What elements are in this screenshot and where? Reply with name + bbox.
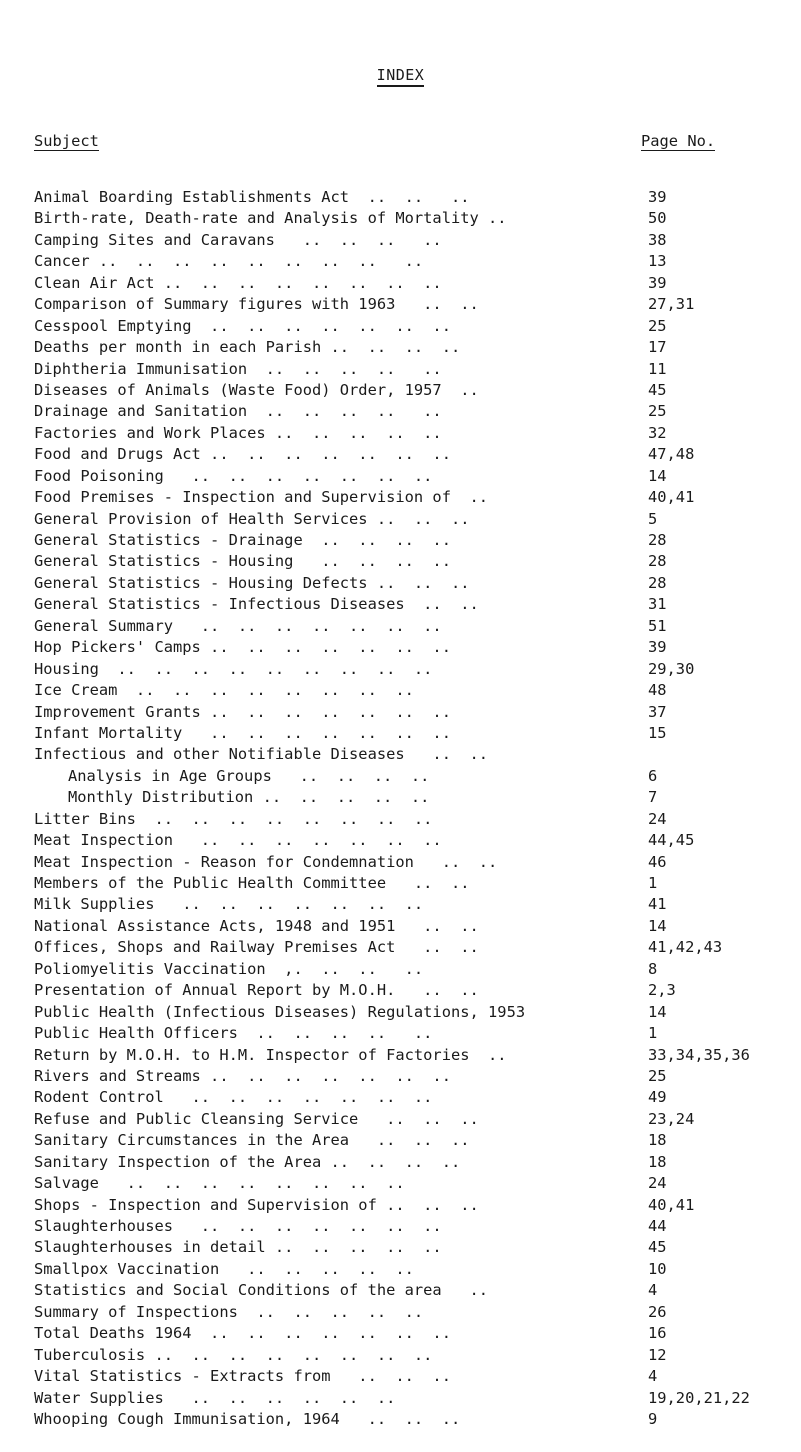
index-entry: [0, 423, 801, 444]
entry-page-number: 24: [648, 809, 667, 828]
index-entry: [0, 401, 801, 422]
entry-page-number: 31: [648, 595, 667, 614]
entry-page-number: 2,3: [648, 981, 676, 1000]
entry-subject: General Summary .. .. .. .. .. .. ..: [34, 616, 442, 635]
entry-subject: Rivers and Streams .. .. .. .. .. .. ..: [34, 1066, 451, 1085]
index-entry: [0, 487, 801, 508]
index-entry: [0, 208, 801, 229]
entry-page-number: 40,41: [648, 488, 695, 507]
index-entry: [0, 337, 801, 358]
entry-subject: Comparison of Summary figures with 1963 .. ..: [34, 295, 479, 314]
entry-page-number: 7: [648, 788, 658, 807]
entry-page-number: 41,42,43: [648, 938, 723, 957]
entry-subject: Water Supplies .. .. .. .. .. ..: [34, 1388, 396, 1407]
entry-page-number: 50: [648, 209, 667, 228]
index-entry: [0, 466, 801, 487]
entry-subject: Ice Cream .. .. .. .. .. .. .. ..: [34, 681, 414, 700]
entry-page-number: 1: [648, 874, 658, 892]
index-entry: [0, 916, 801, 937]
entry-subject: Offices, Shops and Railway Premises Act .. ..: [34, 938, 479, 957]
index-entry: [0, 980, 801, 1001]
entry-subject: Slaughterhouses .. .. .. .. .. .. ..: [34, 1217, 442, 1235]
entry-page-number: 13: [648, 252, 667, 271]
index-entry: [0, 1066, 801, 1087]
entry-page-number: 28: [648, 531, 667, 549]
entry-subject: Drainage and Sanitation .. .. .. .. ..: [34, 402, 442, 421]
entry-subject: Members of the Public Health Committee .. ..: [34, 874, 470, 892]
entry-page-number: 39: [648, 273, 667, 292]
entry-page-number: 28: [648, 573, 667, 592]
index-entry: [0, 937, 801, 958]
index-entry: [0, 787, 801, 808]
index-entry: [0, 1409, 801, 1430]
entry-subject: Litter Bins .. .. .. .. .. .. .. ..: [34, 809, 433, 828]
entry-page-number: 33,34,35,36: [648, 1045, 750, 1064]
entry-subject: Monthly Distribution .. .. .. .. ..: [68, 788, 430, 807]
index-entry: [0, 1323, 801, 1344]
entry-subject: Animal Boarding Establishments Act .. .. ..: [34, 188, 470, 206]
entry-page-number: 41: [648, 895, 667, 914]
entry-subject: Infectious and other Notifiable Diseases .. ..: [34, 745, 489, 764]
entry-subject: General Statistics - Housing Defects .. .. ..: [34, 573, 470, 592]
entry-subject: General Statistics - Drainage .. .. .. ..: [34, 531, 451, 549]
index-entry: [0, 187, 801, 208]
index-entry: [0, 294, 801, 315]
index-entry: [0, 509, 801, 530]
index-entry: [0, 616, 801, 637]
entry-subject: Vital Statistics - Extracts from .. .. ..: [34, 1367, 451, 1386]
entry-page-number: 25: [648, 316, 667, 335]
entry-page-number: 29,30: [648, 659, 695, 678]
entry-subject: Meat Inspection .. .. .. .. .. .. ..: [34, 831, 442, 850]
index-entry: [0, 1023, 801, 1044]
index-entry: [0, 530, 801, 551]
subject-column-header: Subject: [34, 132, 99, 150]
index-entry: [0, 1259, 801, 1280]
entry-page-number: 1: [648, 1024, 658, 1043]
index-entry: [0, 852, 801, 873]
entry-subject: Food Premises - Inspection and Supervision of ..: [34, 488, 489, 507]
entry-page-number: 40,41: [648, 1195, 695, 1214]
index-entry: [0, 1109, 801, 1130]
entry-subject: Statistics and Social Conditions of the area ..: [34, 1281, 489, 1300]
index-entry: [0, 1087, 801, 1108]
index-entry: [0, 230, 801, 251]
index-entry: [0, 551, 801, 572]
entry-subject: Cancer .. .. .. .. .. .. .. .. ..: [34, 252, 424, 271]
index-entry: [0, 1195, 801, 1216]
index-entry: [0, 723, 801, 744]
entry-page-number: 27,31: [648, 295, 695, 314]
entry-subject: Food and Drugs Act .. .. .. .. .. .. ..: [34, 445, 451, 464]
entry-page-number: 25: [648, 402, 667, 421]
index-entry: [0, 809, 801, 830]
entry-subject: Refuse and Public Cleansing Service .. .. ..: [34, 1109, 479, 1128]
entry-subject: Sanitary Inspection of the Area .. .. .. ..: [34, 1152, 461, 1171]
entry-subject: Tuberculosis .. .. .. .. .. .. .. ..: [34, 1345, 433, 1364]
entry-subject: General Provision of Health Services .. .. ..: [34, 509, 470, 528]
entry-subject: National Assistance Acts, 1948 and 1951 .. ..: [34, 916, 479, 935]
entry-subject: Birth-rate, Death-rate and Analysis of Mortality ..: [34, 209, 507, 228]
page-title: [0, 66, 801, 84]
entry-page-number: 24: [648, 1174, 667, 1193]
entry-subject: Poliomyelitis Vaccination ,. .. .. ..: [34, 959, 424, 978]
entry-page-number: 28: [648, 552, 667, 571]
entry-page-number: 4: [648, 1367, 658, 1386]
entry-page-number: 48: [648, 681, 667, 700]
entry-subject: Food Poisoning .. .. .. .. .. .. ..: [34, 466, 433, 485]
index-entry: [0, 251, 801, 272]
entry-subject: Return by M.O.H. to H.M. Inspector of Factories ..: [34, 1045, 507, 1064]
entry-page-number: 26: [648, 1302, 667, 1321]
index-entry: [0, 1152, 801, 1173]
entry-page-number: 4: [648, 1281, 658, 1300]
entry-page-number: 38: [648, 230, 667, 249]
entry-page-number: 15: [648, 723, 667, 742]
entry-subject: Presentation of Annual Report by M.O.H. .. ..: [34, 981, 479, 1000]
entry-page-number: 18: [648, 1152, 667, 1171]
index-entry: [0, 830, 801, 851]
index-entry: [0, 359, 801, 380]
index-entry: [0, 766, 801, 787]
entry-page-number: 25: [648, 1066, 667, 1085]
index-entry: [0, 1366, 801, 1387]
entry-page-number: 14: [648, 466, 667, 485]
entry-page-number: 45: [648, 1238, 667, 1257]
entry-subject: Total Deaths 1964 .. .. .. .. .. .. ..: [34, 1324, 451, 1343]
entry-page-number: 47,48: [648, 445, 695, 464]
entry-page-number: 6: [648, 766, 658, 785]
index-list: [0, 187, 801, 1430]
entry-page-number: 45: [648, 380, 667, 399]
index-entry: [0, 273, 801, 294]
index-entry: [0, 637, 801, 658]
index-entry: [0, 1345, 801, 1366]
entry-page-number: 46: [648, 852, 667, 871]
entry-subject: Whooping Cough Immunisation, 1964 .. .. ..: [34, 1409, 461, 1428]
entry-subject: Meat Inspection - Reason for Condemnation .. ..: [34, 852, 498, 871]
entry-page-number: 51: [648, 616, 667, 635]
entry-subject: Deaths per month in each Parish .. .. .. ..: [34, 338, 461, 357]
index-entry: [0, 659, 801, 680]
index-entry: [0, 1130, 801, 1151]
index-entry: [0, 594, 801, 615]
index-entry: [0, 680, 801, 701]
entry-subject: Milk Supplies .. .. .. .. .. .. ..: [34, 895, 424, 914]
entry-subject: General Statistics - Housing .. .. .. ..: [34, 552, 451, 571]
index-entry: [0, 1388, 801, 1409]
index-entry: [0, 1280, 801, 1301]
entry-page-number: 17: [648, 338, 667, 357]
entry-page-number: 19,20,21,22: [648, 1388, 750, 1407]
index-entry: [0, 1002, 801, 1023]
entry-subject: Camping Sites and Caravans .. .. .. ..: [34, 230, 442, 249]
entry-subject: Analysis in Age Groups .. .. .. ..: [68, 766, 430, 785]
entry-subject: Public Health Officers .. .. .. .. ..: [34, 1024, 433, 1043]
entry-subject: Infant Mortality .. .. .. .. .. .. ..: [34, 723, 451, 742]
entry-page-number: 14: [648, 916, 667, 935]
entry-page-number: 49: [648, 1088, 667, 1107]
entry-page-number: 9: [648, 1409, 658, 1428]
index-entry: [0, 744, 801, 765]
title-text: INDEX: [377, 66, 425, 87]
entry-subject: Smallpox Vaccination .. .. .. .. ..: [34, 1259, 414, 1278]
entry-page-number: 10: [648, 1259, 667, 1278]
page-number-column-header: Page No.: [641, 132, 716, 150]
index-entry: [0, 702, 801, 723]
entry-subject: General Statistics - Infectious Diseases .. ..: [34, 595, 479, 614]
entry-page-number: 14: [648, 1002, 667, 1021]
entry-page-number: 18: [648, 1131, 667, 1150]
entry-subject: Improvement Grants .. .. .. .. .. .. ..: [34, 702, 451, 721]
entry-page-number: 39: [648, 188, 667, 206]
entry-page-number: 8: [648, 959, 658, 978]
entry-page-number: 44: [648, 1217, 667, 1235]
entry-subject: Public Health (Infectious Diseases) Regulations, 1953: [34, 1002, 526, 1021]
index-entry: [0, 1302, 801, 1323]
entry-subject: Diseases of Animals (Waste Food) Order, 1957 ..: [34, 380, 479, 399]
entry-subject: Clean Air Act .. .. .. .. .. .. .. ..: [34, 273, 442, 292]
index-entry: [0, 1045, 801, 1066]
entry-page-number: 39: [648, 638, 667, 657]
entry-subject: Rodent Control .. .. .. .. .. .. ..: [34, 1088, 433, 1107]
entry-subject: Salvage .. .. .. .. .. .. .. ..: [34, 1174, 405, 1193]
index-entry: [0, 444, 801, 465]
index-entry: [0, 1216, 801, 1237]
entry-page-number: 16: [648, 1324, 667, 1343]
index-entry: [0, 573, 801, 594]
entry-subject: Sanitary Circumstances in the Area .. .. ..: [34, 1131, 470, 1150]
index-entry: [0, 1237, 801, 1258]
entry-subject: Hop Pickers' Camps .. .. .. .. .. .. ..: [34, 638, 451, 657]
index-entry: [0, 894, 801, 915]
entry-subject: Factories and Work Places .. .. .. .. ..: [34, 423, 442, 442]
entry-page-number: 44,45: [648, 831, 695, 850]
index-entry: [0, 959, 801, 980]
entry-subject: Summary of Inspections .. .. .. .. ..: [34, 1302, 424, 1321]
index-entry: [0, 1173, 801, 1194]
entry-page-number: 37: [648, 702, 667, 721]
index-entry: [0, 316, 801, 337]
entry-page-number: 5: [648, 509, 658, 528]
entry-page-number: 23,24: [648, 1109, 695, 1128]
index-entry: [0, 873, 801, 894]
index-entry: [0, 380, 801, 401]
entry-subject: Slaughterhouses in detail .. .. .. .. ..: [34, 1238, 442, 1257]
entry-subject: Housing .. .. .. .. .. .. .. .. ..: [34, 659, 433, 678]
entry-subject: Diphtheria Immunisation .. .. .. .. ..: [34, 359, 442, 378]
entry-subject: Shops - Inspection and Supervision of .. .. ..: [34, 1195, 479, 1214]
entry-page-number: 32: [648, 423, 667, 442]
entry-subject: Cesspool Emptying .. .. .. .. .. .. ..: [34, 316, 451, 335]
entry-page-number: 12: [648, 1345, 667, 1364]
entry-page-number: 11: [648, 359, 667, 378]
